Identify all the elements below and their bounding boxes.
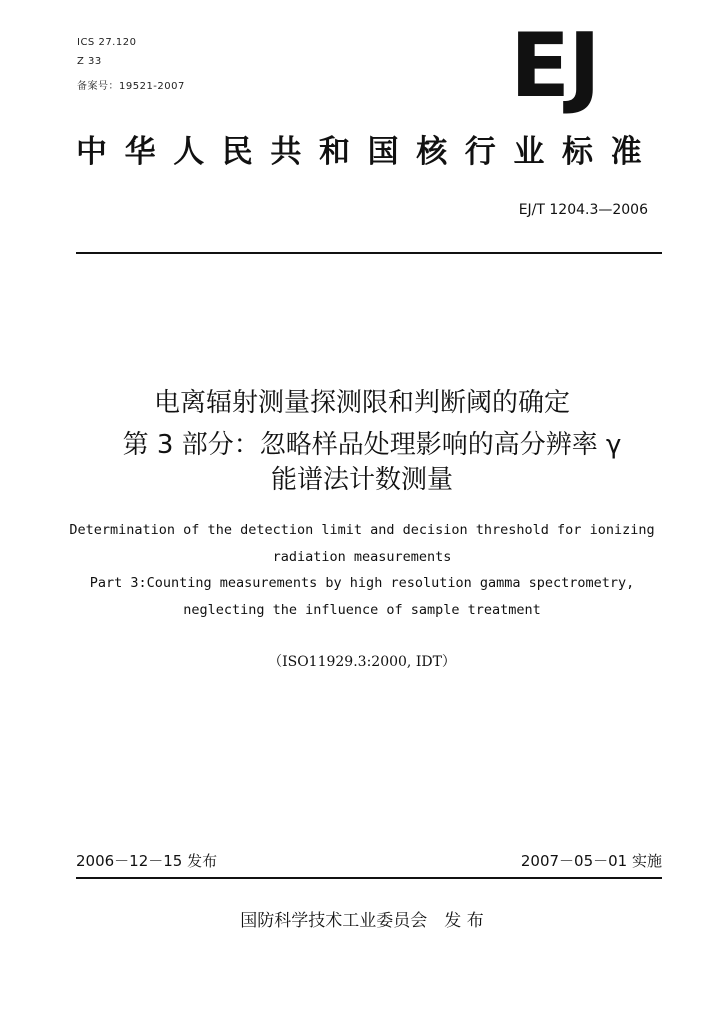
bottom-divider: [76, 877, 662, 879]
english-title-line-4: neglecting the influence of sample treatment: [183, 602, 541, 618]
chinese-title-line-1: 电离辐射测量探测限和判断阈的确定: [153, 388, 570, 418]
implementation-date: 2007－05－01 实施: [520, 852, 662, 870]
ics-code: ICS 27.120: [77, 37, 137, 48]
ej-logo: EJ: [510, 14, 599, 117]
standard-number: EJ/T 1204.3—2006: [518, 202, 648, 218]
chinese-title-line-2: 第 3 部分：忽略样品处理影响的高分辨率 γ: [122, 430, 622, 460]
top-divider: [76, 252, 662, 254]
english-title-line-1: Determination of the detection limit and decision threshold for ionizing: [69, 522, 655, 538]
iso-adoption-note: （ISO11929.3:2000, IDT）: [268, 654, 456, 670]
record-number: 备案号：19521-2007: [77, 81, 185, 92]
national-standard-title: 中华人民共和国核行业标准: [76, 134, 660, 170]
issuing-authority: 国防科学技术工业委员会 发 布: [240, 911, 484, 931]
english-title-line-3: Part 3:Counting measurements by high resolution gamma spectrometry,: [89, 575, 635, 591]
chinese-title-line-3: 能谱法计数测量: [270, 465, 453, 495]
english-title-line-2: radiation measurements: [272, 549, 452, 565]
issue-date: 2006－12－15 发布: [76, 852, 218, 870]
classification-code: Z 33: [77, 56, 102, 67]
